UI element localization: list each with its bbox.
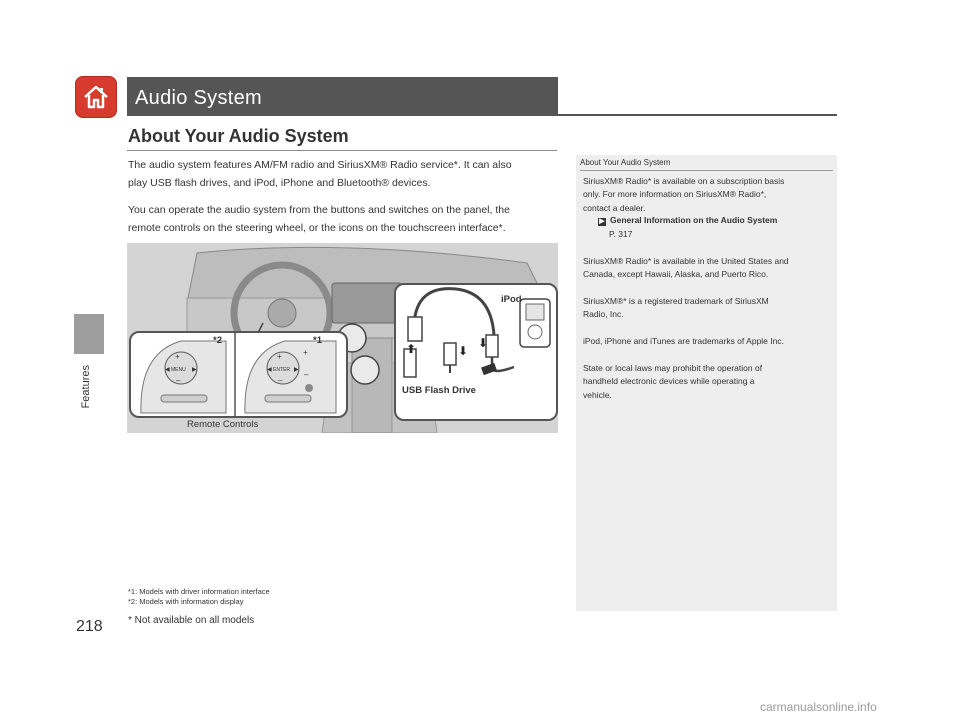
usb-ipod-panel (394, 283, 558, 421)
svg-text:◀: ◀ (165, 367, 170, 373)
side-tab-marker[interactable] (74, 314, 104, 354)
label-star2: *2 (213, 335, 222, 346)
sidebar-line: vehicle. (583, 389, 612, 400)
sidebar-para-apple (583, 335, 831, 348)
svg-text:–: – (176, 376, 181, 385)
intro-line-1: The audio system features AM/FM radio and SiriusXM® Radio service*. It can also (128, 159, 512, 171)
svg-text:+: + (277, 352, 282, 361)
label-ipod: iPod (501, 294, 522, 305)
audio-system-illustration (127, 243, 558, 433)
sidebar-notes (576, 155, 837, 611)
controls-line-2: remote controls on the steering wheel, or the icons on the touchscreen interface*. (128, 222, 506, 234)
sidebar-line: State or local laws may prohibit the operation of (583, 363, 763, 373)
sidebar-line: SiriusXM® Radio* is available in the United States and (583, 256, 789, 266)
label-remote-controls: Remote Controls (187, 419, 259, 430)
footnote-1: *1: Models with driver information interface (128, 587, 270, 596)
enter-button-label: ENTER (273, 367, 290, 373)
sidebar-para-laws (583, 362, 831, 402)
sidebar-line: Radio, Inc. (583, 309, 624, 320)
home-button[interactable] (75, 76, 117, 118)
svg-text:+: + (303, 348, 308, 357)
sidebar-line: contact a dealer. (583, 202, 646, 213)
not-available-note: * Not available on all models (128, 615, 255, 626)
general-info-link[interactable] (598, 215, 777, 226)
link-page-ref[interactable]: P. 317 (609, 229, 633, 239)
controls-line-1: You can operate the audio system from the buttons and switches on the panel, the (128, 204, 510, 216)
sidebar-line: only. For more information on SiriusXM® Radio*, (583, 189, 767, 200)
section-heading: About Your Audio System (128, 126, 349, 146)
intro-line-2: play USB flash drives, and iPod, iPhone and Bluetooth® devices. (128, 177, 431, 189)
svg-text:⬇: ⬇ (458, 344, 469, 358)
sidebar-line: iPod, iPhone and iTunes are trademarks of Apple Inc. (583, 336, 784, 346)
link-label: General Information on the Audio System (610, 215, 778, 225)
footnotes (128, 587, 270, 607)
label-star1: *1 (313, 335, 322, 346)
arrow-right-icon: ▶ (599, 218, 605, 225)
home-icon (82, 83, 110, 111)
chapter-title: Audio System (135, 87, 262, 109)
sidebar-line: handheld electronic devices while operating a (583, 376, 755, 387)
heading-divider (127, 150, 557, 151)
svg-text:▶: ▶ (294, 367, 299, 373)
menu-button-label: MENU (171, 367, 186, 373)
page-number: 218 (76, 618, 103, 635)
chapter-title-bar (127, 77, 558, 115)
svg-text:⬇: ⬇ (478, 336, 489, 350)
svg-text:–: – (304, 370, 309, 379)
sidebar-line: SiriusXM®* is a registered trademark of SiriusXM (583, 296, 769, 306)
svg-text:–: – (278, 376, 283, 385)
watermark: carmanualsonline.info (760, 700, 877, 714)
svg-text:◀: ◀ (267, 367, 272, 373)
usb-ipod-drawing (396, 285, 556, 419)
sidebar-para-availability (583, 255, 831, 282)
intro-paragraph (128, 156, 558, 192)
svg-text:+: + (175, 352, 180, 361)
sidebar-title: About Your Audio System (580, 158, 671, 167)
label-usb-flash-drive: USB Flash Drive (402, 385, 476, 396)
svg-text:⬆: ⬆ (406, 342, 417, 356)
side-tab-label: Features (80, 365, 92, 409)
sidebar-divider (580, 170, 833, 171)
sidebar-para-trademark (583, 295, 831, 322)
footnote-2: *2: Models with information display (128, 597, 244, 606)
sidebar-para-subscription (583, 175, 831, 215)
controls-paragraph (128, 201, 558, 237)
sidebar-line: Canada, except Hawaii, Alaska, and Puerto Rico. (583, 269, 769, 280)
title-divider (127, 114, 837, 116)
svg-text:▶: ▶ (192, 367, 197, 373)
sidebar-line: SiriusXM® Radio* is available on a subscription basis (583, 176, 785, 186)
